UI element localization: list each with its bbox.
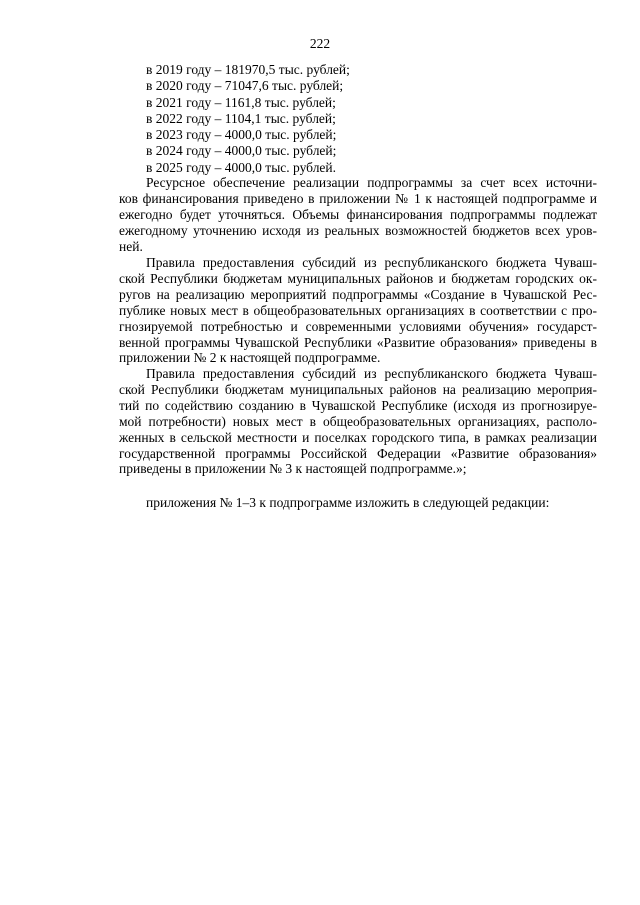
paragraph-line: гнозируемой потребностью и современными условиями обучения» государст- (119, 318, 597, 334)
funding-year-item: в 2024 году – 4000,0 тыс. рублей; (146, 143, 337, 159)
funding-year-item: в 2022 году – 1104,1 тыс. рублей; (146, 110, 336, 126)
paragraph-subsidy-rules-appendix-3 (119, 366, 597, 477)
paragraph-line: Правила предоставления субсидий из республиканского бюджета Чуваш- (146, 255, 597, 270)
paragraph-line: ней. (119, 238, 143, 254)
paragraph-line: ежегодно будет уточняться. Объемы финансирования подпрограммы подлежат (119, 206, 597, 222)
paragraph-line: Правила предоставления субсидий из республиканского бюджета Чуваш- (146, 366, 597, 381)
paragraph-line: Ресурсное обеспечение реализации подпрограммы за счет всех источни- (146, 175, 597, 190)
funding-year-item: в 2025 году – 4000,0 тыс. рублей. (146, 159, 337, 175)
paragraph-resource-provision (119, 175, 597, 255)
paragraph-line: венной программы Чувашской Республики «Развитие образования» приведены в (119, 334, 597, 350)
paragraph-line: приложении № 2 к настоящей подпрограмме. (119, 350, 381, 366)
appendix-amendment-line: приложения № 1–3 к подпрограмме изложить в следующей редакции: (146, 495, 550, 510)
paragraph-line: мой потребности) новых мест в общеобразовательных организациях, располо- (119, 413, 597, 429)
paragraph-line: тий по содействию созданию в Чувашской Республике (исходя из прогнозируе- (119, 397, 597, 413)
page-number: 222 (309, 36, 331, 51)
paragraph-line: приведены в приложении № 3 к настоящей подпрограмме.»; (119, 461, 467, 477)
funding-year-item: в 2023 году – 4000,0 тыс. рублей; (146, 127, 337, 143)
paragraph-line: женных в сельской местности и поселках городского типа, в рамках реализации (119, 429, 597, 445)
funding-year-item: в 2020 году – 71047,6 тыс. рублей; (146, 78, 344, 94)
paragraph-line: ругов на реализацию мероприятий подпрограммы «Создание в Чувашской Рес- (119, 286, 597, 302)
paragraph-line: ежегодному уточнению исходя из реальных возможностей бюджетов всех уров- (119, 222, 597, 238)
funding-by-year-list (146, 62, 350, 176)
funding-year-item: в 2021 году – 1161,8 тыс. рублей; (146, 94, 336, 110)
paragraph-line: государственной программы Российской Федерации «Развитие образования» (119, 445, 597, 461)
paragraph-line: ской Республики бюджетам муниципальных районов на реализацию мероприя- (119, 381, 597, 397)
paragraph-subsidy-rules-appendix-2 (119, 255, 597, 366)
paragraph-line: ков финансирования приведено в приложении № 1 к настоящей подпрограмме и (119, 190, 597, 206)
paragraph-line: публике новых мест в общеобразовательных организациях в соответствии с про- (119, 302, 597, 318)
paragraph-line: ской Республики бюджетам муниципальных районов и бюджетам городских ок- (119, 270, 597, 286)
funding-year-item: в 2019 году – 181970,5 тыс. рублей; (146, 62, 350, 77)
